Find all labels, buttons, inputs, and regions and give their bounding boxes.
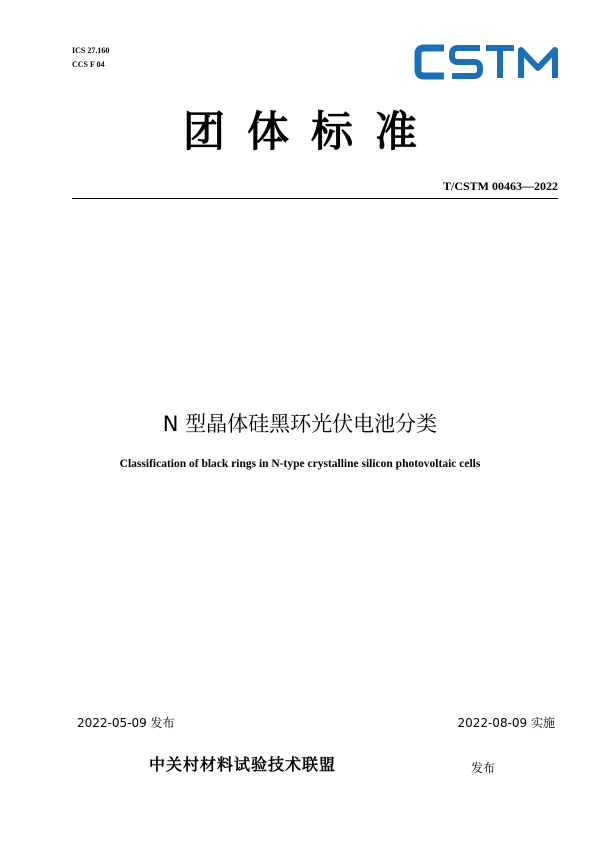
implementation-date: 2022-08-09 实施 [457, 716, 555, 730]
ccs-code: CCS F 04 [72, 60, 105, 69]
standard-number: T/CSTM 00463—2022 [442, 179, 558, 193]
title-english: Classification of black rings in N-type crystalline silicon photovoltaic cells [119, 458, 481, 470]
title-chinese: N 型晶体硅黑环光伏电池分类 [162, 412, 438, 436]
publisher-name: 中关村材料试验技术联盟 [149, 755, 337, 774]
classification-codes [72, 44, 109, 72]
cstm-logo [414, 42, 559, 82]
header-divider [72, 198, 558, 199]
issue-date: 2022-05-09 发布 [77, 716, 175, 730]
publish-label: 发布 [471, 761, 496, 775]
ics-code: ICS 27.160 [72, 46, 110, 55]
standard-type-heading: 团体标准 [182, 107, 439, 156]
